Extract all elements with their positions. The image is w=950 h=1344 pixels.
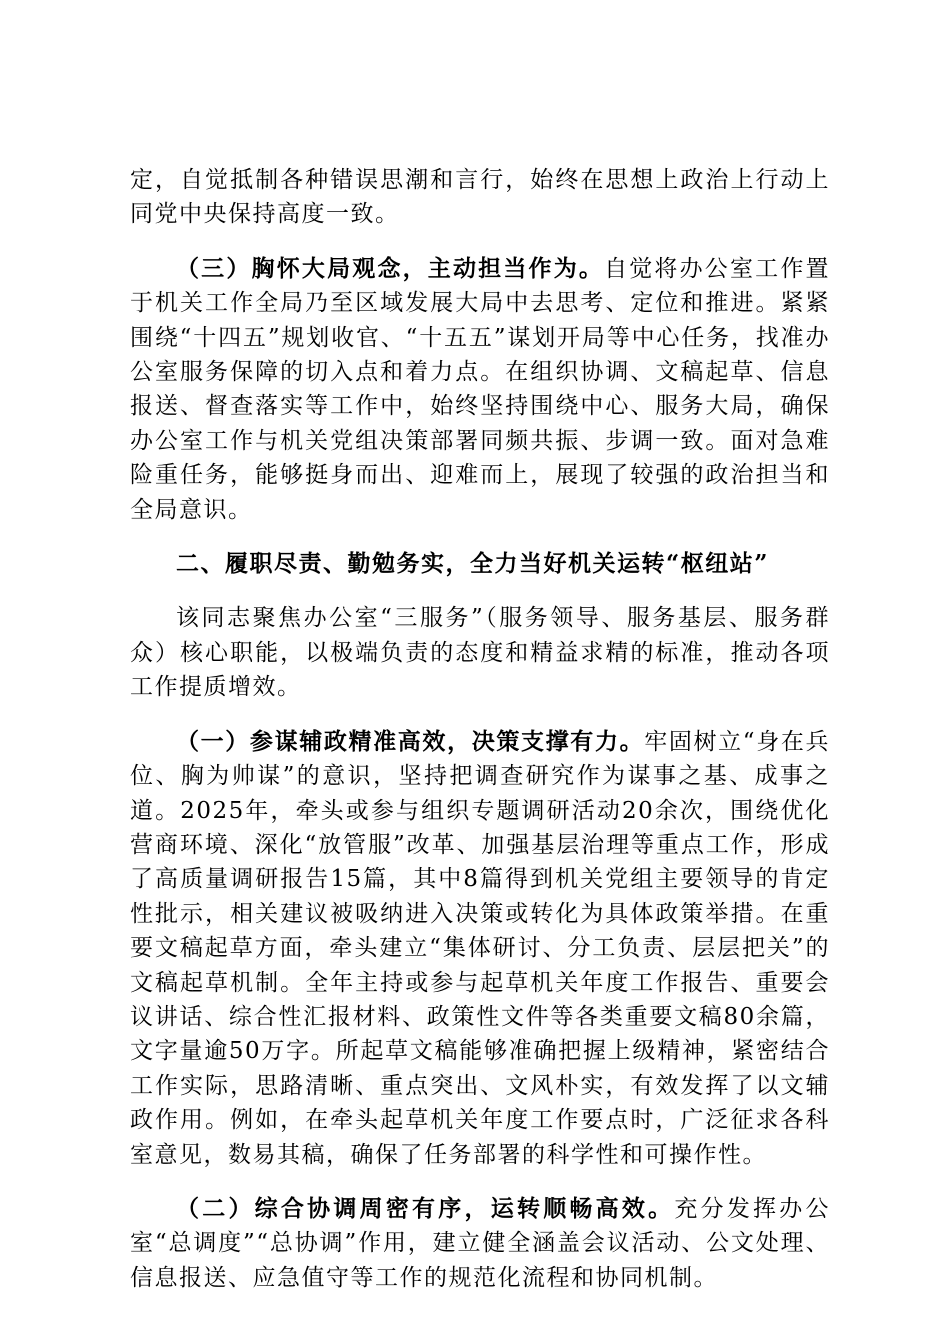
paragraph-text: 自觉将办公室工作置于机关工作全局乃至区域发展大局中去思考、定位和推进。紧紧围绕“十四五”规划收官、“十五五”谋划开局等中心任务，找准办公室服务保障的切入点和着力点。在组织协调、文稿起草、信息报送、督查落实等工作中，始终坚持围绕中心、服务大局，确保办公室工作与机关党组决策部署同频共振、步调一致。面对急难险重任务，能够挺身而出、迎难而上，展现了较强的政治担当和全局意识。 [130,255,831,523]
paragraph-lead: （一）参谋辅政精准高效，决策支撑有力。 [176,727,645,755]
paragraph-advisory [130,725,830,1172]
section-heading: 二、履职尽责、勤勉务实，全力当好机关运转“枢纽站” [176,550,769,578]
paragraph-continuation [130,163,830,232]
paragraph-text: 充分发挥办公室“总调度”“总协调”作用，建立健全涵盖会议活动、公文处理、信息报送、应急值守等工作的规范化流程和协同机制。 [130,1195,831,1291]
paragraph-text: 该同志聚焦办公室“三服务”（服务领导、服务基层、服务群众）核心职能，以极端负责的态度和精益求精的标准，推动各项工作提质增效。 [130,605,830,701]
document-body [130,163,830,1315]
paragraph-coordination [130,1192,830,1295]
paragraph-text: 定，自觉抵制各种错误思潮和言行，始终在思想上政治上行动上同党中央保持高度一致。 [130,167,830,228]
paragraph-lead: （二）综合协调周密有序，运转顺畅高效。 [176,1194,675,1222]
paragraph-lead: （三）胸怀大局观念，主动担当作为。 [176,254,605,282]
paragraph-big-picture [130,252,830,527]
paragraph-text: 牢固树立“身在兵位、胸为帅谋”的意识，坚持把调查研究作为谋事之基、成事之道。2025年，牵头或参与组织专题调研活动20余次，围绕优化营商环境、深化“放管服”改革、加强基层治理等重点工作，形成了高质量调研报告15篇，其中8篇得到机关党组主要领导的肯定性批示，相关建议被吸纳进入决策或转化为具体政策举措。在重要文稿起草方面，牵头建立“集体研讨、分工负责、层层把关”的文稿起草机制。全年主持或参与起草机关年度工作报告、重要会议讲话、综合性汇报材料、政策性文件等各类重要文稿80余篇，文字量逾50万字。所起草文稿能够准确把握上级精神，紧密结合工作实际，思路清晰、重点突出、文风朴实，有效发挥了以文辅政作用。例如，在牵头起草机关年度工作要点时，广泛征求各科室意见，数易其稿，确保了任务部署的科学性和可操作性。 [130,728,830,1168]
paragraph-section-intro [130,601,830,704]
